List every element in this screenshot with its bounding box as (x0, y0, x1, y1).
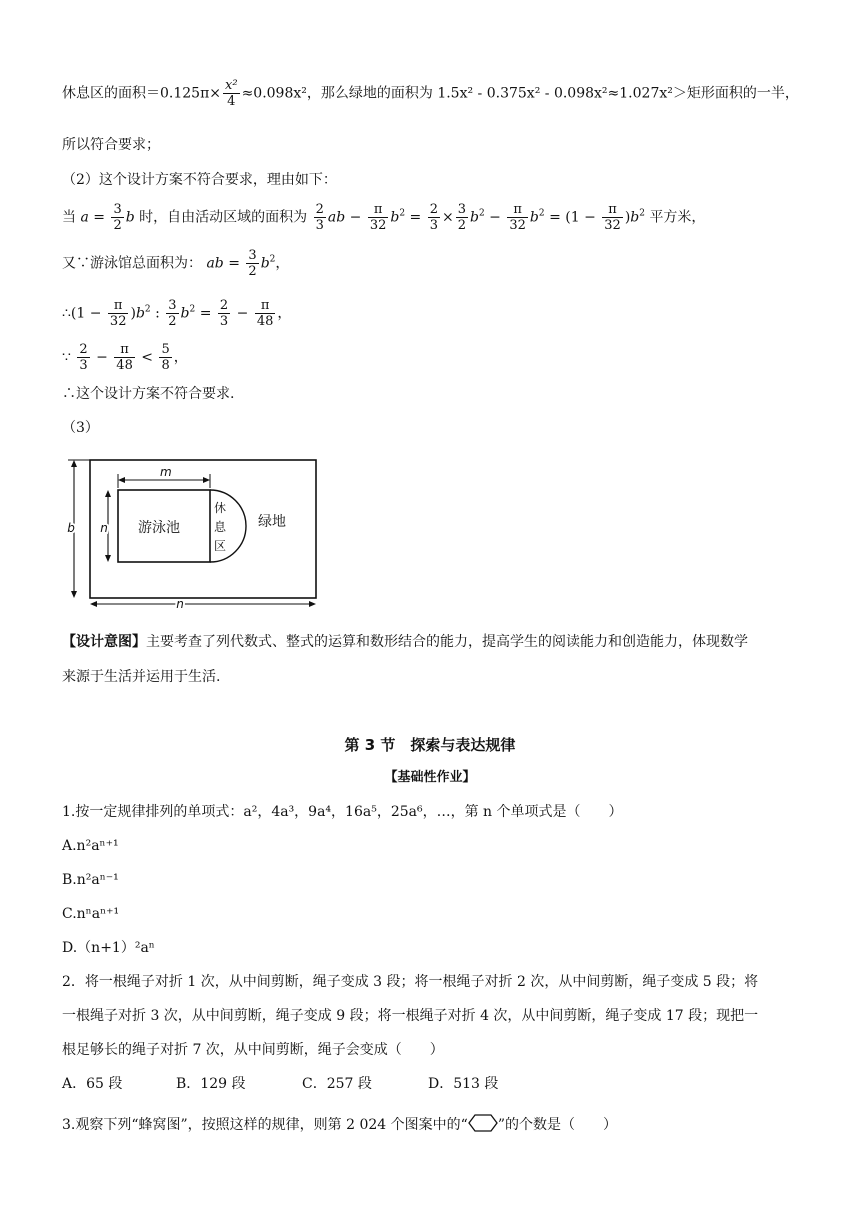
part2-line-4: ∵ $\frac{2}{3}$ − $\frac{\pi}{48}$ < $\frac{5}{8}$ ， (62, 342, 188, 373)
q2-option-d: D．513 段 (428, 1076, 499, 1092)
q2-option-c: C．257 段 (302, 1076, 372, 1092)
q1-option-c: C.nⁿaⁿ⁺¹ (62, 906, 120, 922)
solution-line-2: 所以符合要求； (62, 137, 160, 153)
m-label: m (160, 465, 172, 479)
q1-option-a: A.n²aⁿ⁺¹ (62, 838, 119, 854)
section-title: 第 3 节 探索与表达规律 (344, 736, 516, 754)
q1-stem: 1.按一定规律排列的单项式：a²，4a³，9a⁴，16a⁵，25a⁶，…，第 n 个单项式是（ ） (62, 804, 623, 820)
q2-line-2: 一根绳子对折 3 次，从中间剪断，绳子变成 9 段；将一根绳子对折 4 次，从中间剪断，绳子变成 17 段；现把一 (62, 1008, 759, 1024)
pool-diagram (62, 452, 324, 612)
q2-option-b: B．129 段 (176, 1076, 246, 1092)
q1-option-d: D.（n+1）²aⁿ (62, 940, 155, 956)
part2-line-2: 又∵游泳馆总面积为： ab = $\frac{3}{2}$ $b^2$， (62, 248, 290, 279)
green-label: 绿地 (258, 514, 286, 530)
section-subtitle: 【基础性作业】 (384, 770, 476, 785)
svg-text:区: 区 (214, 539, 227, 553)
q3-stem: 3.观察下列“蜂窝图”，按照这样的规律，则第 2 024 个图案中的“ ”的个数是（ ） (62, 1114, 617, 1135)
svg-text:息: 息 (214, 520, 227, 534)
design-intent-line-2: 来源于生活并运用于生活. (62, 669, 221, 685)
pool-label: 游泳池 (138, 520, 180, 536)
b-label: b (67, 521, 75, 535)
hexagon-icon (468, 1114, 498, 1132)
q2-options (62, 1074, 498, 1094)
solution-line-1 (62, 78, 799, 109)
n-bottom-label: n (176, 597, 184, 611)
part3-label: （3） (62, 420, 99, 436)
part2-line-1: 当 a = $\frac{3}{2}$ b 时，自由活动区域的面积为 $\frac{2}{3}$ ab − $\frac{\pi}{32}$ $b^2$ = $\frac{2}{3}$ × $\frac{3}{2}$ $b^2$ − $\frac{\pi}{32}$ $b^2 = (1$ − $\frac{\pi}{32}$ )$b^2$ 平方米， (62, 202, 706, 233)
n-inner-label: n (100, 521, 108, 535)
rest-area-text: 休息区的面积＝0.125π× (62, 85, 222, 102)
rest-area-label (214, 501, 227, 553)
design-intent-line-1: 【设计意图】主要考查了列代数式、整式的运算和数形结合的能力，提高学生的阅读能力和创造能力，体现数学 (62, 634, 748, 650)
part2-line-3: ∴(1 − $\frac{\pi}{32}$ )$b^2$ : $\frac{3}{2}$ $b^2$ = $\frac{2}{3}$ − $\frac{\pi}{48}$ ， (62, 298, 292, 329)
part2-title: （2）这个设计方案不符合要求，理由如下： (62, 172, 337, 188)
svg-text:休: 休 (214, 501, 227, 515)
q2-line-1: 2．将一根绳子对折 1 次，从中间剪断，绳子变成 3 段；将一根绳子对折 2 次，从中间剪断，绳子变成 5 段；将 (62, 974, 759, 990)
q2-line-3: 根足够长的绳子对折 7 次，从中间剪断，绳子会变成（ ） (62, 1042, 444, 1058)
fraction-x2-over-4: $\frac{\text{x²}}{4}$ (225, 78, 238, 109)
green-area-text: ≈0.098x²，那么绿地的面积为 1.5x² - 0.375x² - 0.098x²≈1.027x²＞矩形面积的一半， (241, 85, 799, 102)
design-intent-tag: 【设计意图】 (62, 634, 146, 650)
q1-option-b: B.n²aⁿ⁻¹ (62, 872, 119, 888)
part2-conclusion: ∴这个设计方案不符合要求. (62, 386, 235, 402)
q2-option-a: A．65 段 (62, 1076, 123, 1092)
